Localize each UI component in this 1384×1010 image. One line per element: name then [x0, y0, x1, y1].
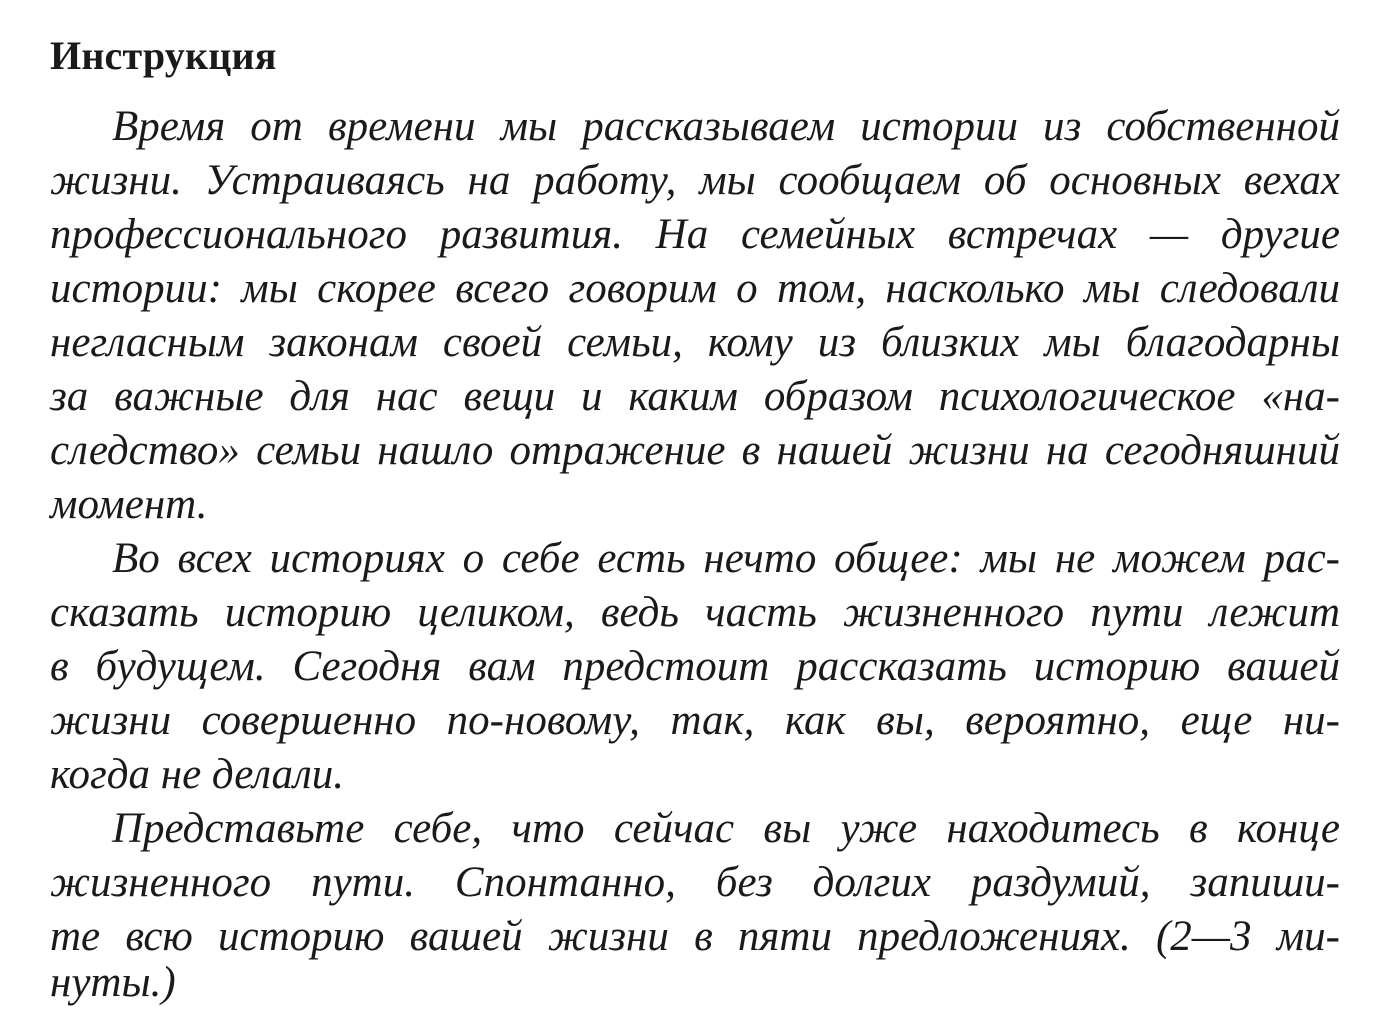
- paragraph-3-line-3: те всю историю вашей жизни в пяти предложениях. (2—3 ми-: [50, 913, 1340, 960]
- paragraph-1-line-7: следство» семьи нашло отражение в нашей жизни на сегодняшний: [50, 427, 1340, 474]
- paragraph-3-line-4: нуты.): [50, 959, 176, 1006]
- paragraph-2-line-3: в будущем. Сегодня вам предстоит рассказать историю вашей: [50, 643, 1340, 690]
- paragraph-1-line-8: момент.: [50, 481, 208, 528]
- paragraph-2-line-1: Во всех историях о себе есть нечто общее: мы не можем рас-: [112, 535, 1340, 582]
- paragraph-1-line-3: профессионального развития. На семейных встречах — другие: [50, 211, 1340, 258]
- paragraph-3-line-1: Представьте себе, что сейчас вы уже находитесь в конце: [112, 805, 1340, 852]
- paragraph-2-line-5: когда не делали.: [50, 751, 344, 798]
- paragraph-2-line-4: жизни совершенно по-новому, так, как вы, вероятно, еще ни-: [50, 697, 1340, 744]
- paragraph-2-line-2: сказать историю целиком, ведь часть жизненного пути лежит: [50, 589, 1340, 636]
- paragraph-1-line-6: за важные для нас вещи и каким образом психологическое «на-: [50, 373, 1340, 420]
- instruction-heading: Инструкция: [50, 33, 277, 78]
- paragraph-1-line-4: истории: мы скорее всего говорим о том, насколько мы следовали: [50, 265, 1340, 312]
- paragraph-1-line-2: жизни. Устраиваясь на работу, мы сообщаем об основных вехах: [50, 157, 1340, 204]
- paragraph-1-line-5: негласным законам своей семьи, кому из близких мы благодарны: [50, 319, 1340, 366]
- paragraph-3-line-2: жизненного пути. Спонтанно, без долгих раздумий, запиши-: [50, 859, 1340, 906]
- paragraph-1-line-1: Время от времени мы рассказываем истории из собственной: [112, 103, 1340, 150]
